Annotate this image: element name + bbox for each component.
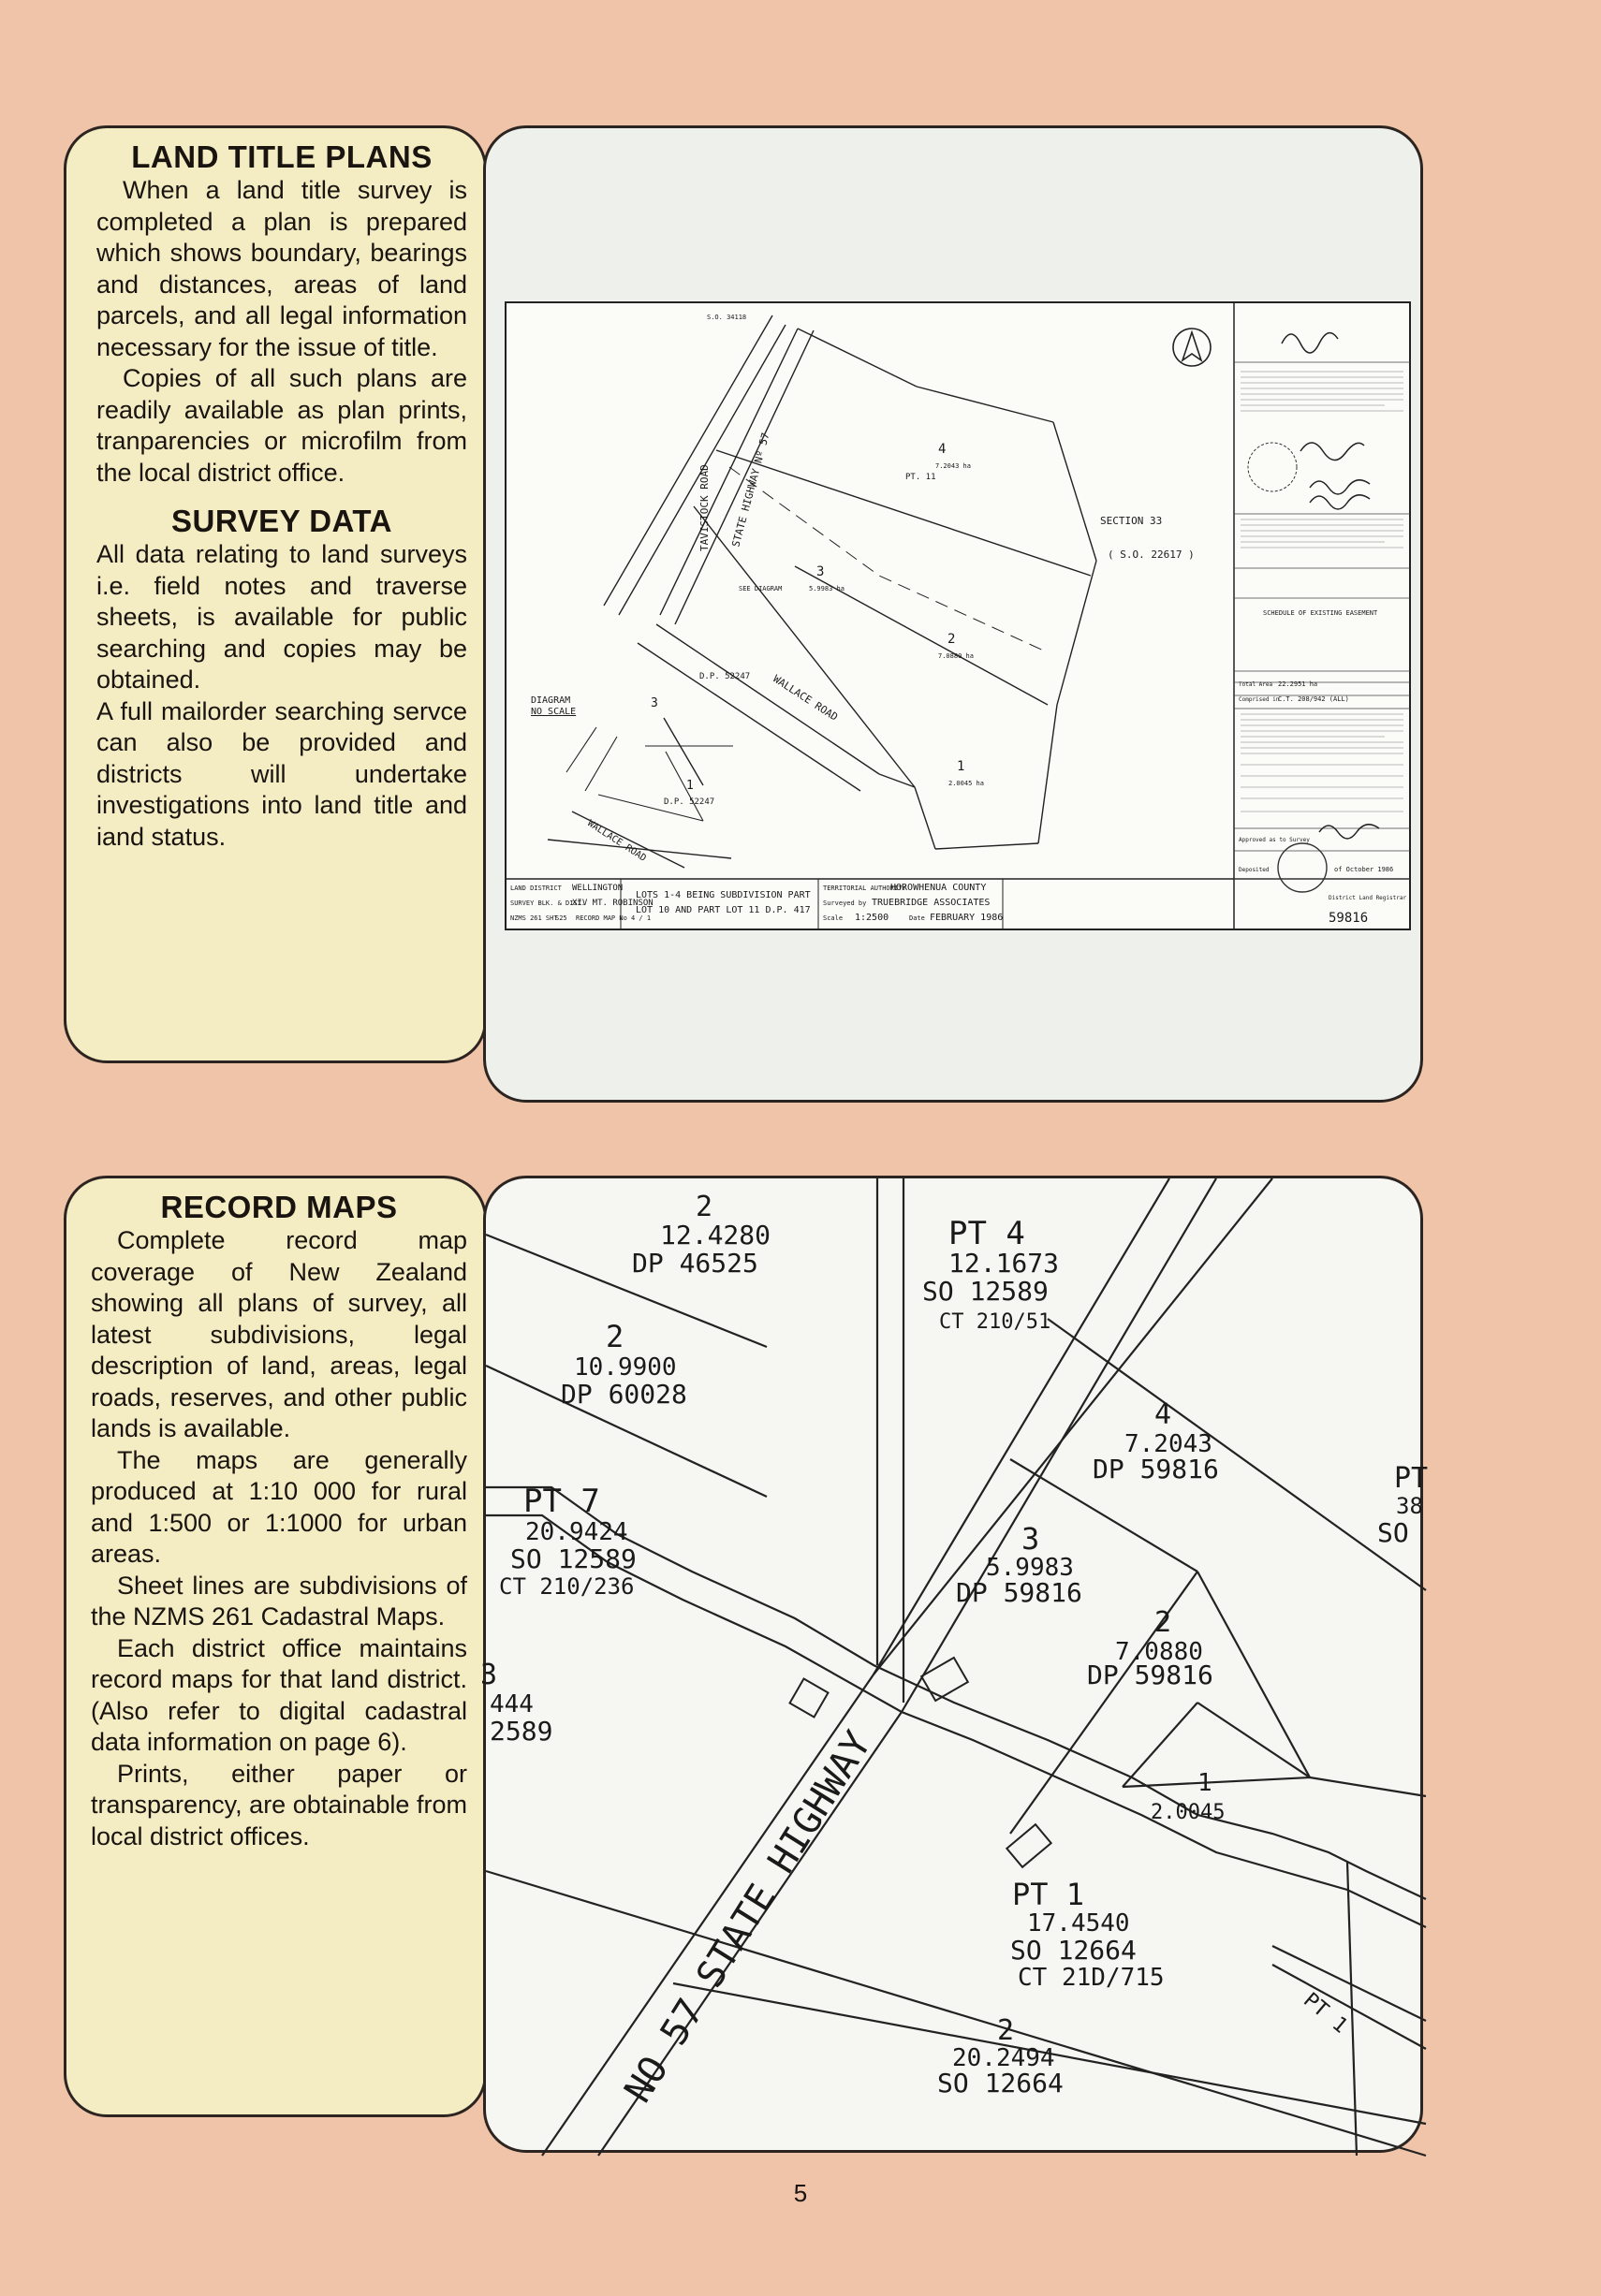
- map-lot3-area: 5.9983: [986, 1554, 1074, 1582]
- land-title-heading: LAND TITLE PLANS: [131, 139, 433, 174]
- plan-lot-4: 4: [938, 442, 947, 457]
- plan-schedule-title: SCHEDULE OF EXISTING EASEMENT: [1263, 609, 1378, 617]
- plan-section-ref: ( S.O. 22617 ): [1108, 548, 1195, 561]
- land-title-panel: [64, 125, 487, 1063]
- record-maps-panel: [64, 1176, 487, 2117]
- tb-authority-label: TERRITORIAL AUTHORITY: [823, 885, 906, 892]
- plan-lot-1: 1: [957, 759, 965, 774]
- tb-land-district: WELLINGTON: [572, 884, 624, 893]
- plan-lot-3: 3: [816, 564, 825, 579]
- plan-road-state: STATE HIGHWAY Nº 57: [729, 431, 772, 548]
- plan-road-wallace: WALLACE ROAD: [771, 672, 841, 724]
- plan-diagram-lot-1: 1: [686, 779, 694, 793]
- map-parcel-2a-area: 12.4280: [660, 1220, 771, 1250]
- map-edge-38: 38: [1396, 1493, 1423, 1519]
- tb-lots-2: LOT 10 AND PART LOT 11 D.P. 417: [636, 905, 811, 915]
- plan-no-scale: NO SCALE: [531, 707, 577, 717]
- plan-lot-2: 2: [947, 632, 956, 647]
- map-lot3-lot: 3: [1021, 1521, 1040, 1557]
- plan-district-registrar: District Land Registrar: [1329, 895, 1407, 901]
- tb-nzms: S25: [555, 914, 567, 922]
- map-parcel-2b-area: 10.9900: [574, 1353, 677, 1382]
- map-pt4-so: SO 12589: [922, 1276, 1049, 1307]
- map-lot2-lot: 2: [1154, 1606, 1172, 1639]
- map-lot1-lot: 1: [1197, 1769, 1212, 1797]
- map-lot2-area: 7.0880: [1115, 1638, 1203, 1666]
- plan-road-tavistock: TAVISTOCK ROAD: [698, 464, 711, 551]
- survey-data-heading: SURVEY DATA: [171, 504, 392, 538]
- plan-lot-4-area: 7.2043 ha: [935, 462, 971, 470]
- record-maps-paragraph-4: Each district office maintains record maps for that land district. (Also refer to digital cadastral data information on page 6).: [91, 1633, 467, 1756]
- tb-record-map: RECORD MAP No 4 / 1: [576, 914, 652, 922]
- plan-total-area-label: Total Area: [1239, 681, 1273, 688]
- map-parcel-2b-dp: DP 60028: [561, 1379, 687, 1410]
- map-lot3-dp: DP 59816: [956, 1577, 1082, 1608]
- record-map-image: [480, 1176, 1429, 2153]
- plan-lot-3-area: 5.9983 ha: [809, 585, 845, 592]
- land-title-paragraph-2: Copies of all such plans are readily available as plan prints, tranparencies or microfilm from the local district office.: [96, 364, 467, 487]
- tb-scale: 1:2500: [855, 913, 889, 923]
- map-lot2-dp: DP 59816: [1087, 1660, 1213, 1690]
- tb-survey-label: SURVEY BLK. & DIST.: [510, 899, 586, 907]
- map-lot4-area: 7.2043: [1124, 1430, 1212, 1458]
- record-maps-paragraph-1: Complete record map coverage of New Zealand showing all plans of survey, all latest subdivisions, legal description of land, areas, legal roads, reserves, and other public lands is available.: [91, 1226, 467, 1442]
- map-edge-so: SO: [1377, 1517, 1409, 1548]
- map-parcel-2b-lot: 2: [606, 1319, 624, 1354]
- map-bottom2-lot: 2: [997, 2014, 1015, 2047]
- map-pt1-ct: CT 21D/715: [1018, 1964, 1165, 1992]
- plan-section: SECTION 33: [1100, 515, 1163, 527]
- map-lot4-lot: 4: [1154, 1398, 1172, 1431]
- tb-date-label: Date: [909, 914, 925, 922]
- tb-lots: LOTS 1-4 BEING SUBDIVISION PART: [636, 890, 811, 900]
- plan-deposited-date: of October 1986: [1334, 866, 1394, 873]
- tb-nzms-label: NZMS 261 SHT: [510, 914, 558, 922]
- map-pt7-lot: PT 7: [523, 1483, 600, 1520]
- map-edge-pt: PT: [1394, 1462, 1429, 1495]
- map-parcel-2a-dp: DP 46525: [632, 1248, 758, 1279]
- map-left-2589: 2589: [490, 1716, 553, 1747]
- map-pt7-ct: CT 210/236: [499, 1573, 635, 1600]
- map-left-3: 3: [480, 1659, 498, 1691]
- map-highway-label: NO 57 STATE HIGHWAY: [616, 1723, 880, 2111]
- tb-authority: HOROWHENUA COUNTY: [890, 883, 987, 893]
- plan-comprised-label: Comprised in: [1239, 696, 1280, 703]
- plan-number: 59816: [1329, 911, 1369, 926]
- map-pt4-lot: PT 4: [948, 1215, 1025, 1252]
- plan-approved-survey: Approved as to Survey: [1239, 837, 1310, 843]
- map-bottom2-so: SO 12664: [937, 2068, 1064, 2099]
- survey-plan-drawing: [486, 128, 1426, 1105]
- map-pt1-lot: PT 1: [1012, 1877, 1085, 1912]
- tb-date: FEBRUARY 1986: [930, 913, 1004, 923]
- plan-lot-2-area: 7.0880 ha: [938, 652, 974, 660]
- tb-surveyed-label: Surveyed by: [823, 899, 867, 907]
- survey-data-paragraph-1: All data relating to land surveys i.e. field notes and traverse sheets, is available for public searching and copies may be obtained.: [96, 540, 467, 694]
- map-pt1-so: SO 12664: [1010, 1935, 1137, 1966]
- record-maps-heading: RECORD MAPS: [160, 1190, 398, 1224]
- record-maps-paragraph-2: The maps are generally produced at 1:10 000 for rural and 1:500 or 1:1000 for urban areas.: [91, 1445, 467, 1568]
- map-pt7-area: 20.9424: [525, 1518, 628, 1546]
- plan-lot-1-area: 2.0045 ha: [948, 780, 984, 787]
- plan-comprised: C.T. 208/942 (ALL): [1278, 695, 1349, 703]
- map-pt4-area: 12.1673: [948, 1248, 1060, 1279]
- plan-diagram-label: DIAGRAM: [531, 695, 571, 706]
- plan-diagram-road: WALLACE ROAD: [585, 818, 648, 864]
- record-map-drawing: [480, 1178, 1429, 2156]
- survey-plan-image: [483, 125, 1423, 1103]
- map-parcel-2a-lot: 2: [696, 1191, 713, 1223]
- tb-survey: XIV MT. ROBINSON: [572, 899, 654, 908]
- tb-surveyed: TRUEBRIDGE ASSOCIATES: [872, 898, 991, 908]
- survey-data-paragraph-2: A full mailorder searching servce can also be provided and districts will undertake investigations into land title and iand status.: [96, 696, 467, 851]
- plan-see-diagram: SEE DIAGRAM: [739, 585, 783, 592]
- map-lot4-dp: DP 59816: [1093, 1454, 1219, 1484]
- plan-lot-4-pt: PT. 11: [905, 473, 936, 482]
- map-bottom2-area: 20.2494: [952, 2044, 1055, 2072]
- map-lot1-area: 2.0045: [1151, 1801, 1226, 1824]
- page-number: 5: [793, 2179, 808, 2207]
- plan-diagram-dp: D.P. 52247: [664, 797, 715, 807]
- tb-land-district-label: LAND DISTRICT: [510, 885, 562, 892]
- record-maps-paragraph-3: Sheet lines are subdivisions of the NZMS 261 Cadastral Maps.: [91, 1571, 467, 1631]
- plan-deposited: Deposited: [1239, 867, 1270, 873]
- map-pt1-area: 17.4540: [1027, 1909, 1130, 1938]
- map-pt4-ct: CT 210/51: [939, 1310, 1051, 1334]
- tb-scale-label: Scale: [823, 914, 844, 922]
- plan-dp: D.P. 52247: [699, 672, 751, 681]
- land-title-paragraph-1: When a land title survey is completed a plan is prepared which shows boundary, bearings and distances, areas of land parcels, and all legal information necessary for the issue of title.: [96, 176, 467, 361]
- record-maps-paragraph-5: Prints, either paper or transparency, are obtainable from local district offices.: [91, 1759, 467, 1850]
- plan-so-top: S.O. 34118: [707, 314, 747, 321]
- map-pt7-so: SO 12589: [510, 1543, 637, 1574]
- plan-total-area: 22.2951 ha: [1278, 680, 1318, 688]
- map-pt1-small: PT 1: [1299, 1988, 1352, 2039]
- plan-diagram-lot-3: 3: [651, 696, 658, 710]
- map-left-444: 444: [490, 1690, 534, 1718]
